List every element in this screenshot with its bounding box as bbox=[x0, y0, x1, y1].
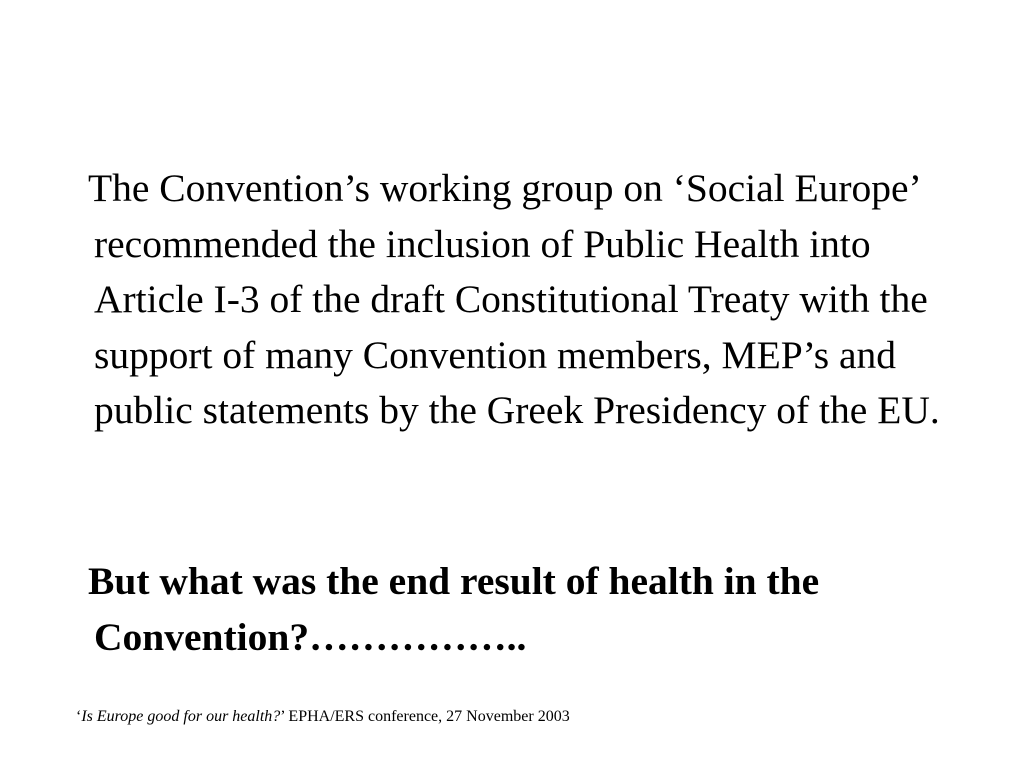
footer-citation bbox=[76, 706, 570, 728]
footer-conference-details: EPHA/ERS conference, 27 November 2003 bbox=[284, 708, 570, 725]
footer-close-quote: ’ bbox=[280, 708, 285, 725]
footer-open-quote: ‘ bbox=[76, 708, 82, 725]
footer-conference-title: Is Europe good for our health? bbox=[81, 708, 281, 725]
body-question-end-result: But what was the end result of health in the Convention?…………….. bbox=[88, 559, 820, 659]
body-paragraph-social-europe: The Convention’s working group on ‘Social Europe’ recommended the inclusion of Public Health into Article I-3 of the draft Constitutional Treaty with the support of many Convention members, MEP’s and public statements by the Greek Presidency of the EU. bbox=[88, 166, 940, 432]
